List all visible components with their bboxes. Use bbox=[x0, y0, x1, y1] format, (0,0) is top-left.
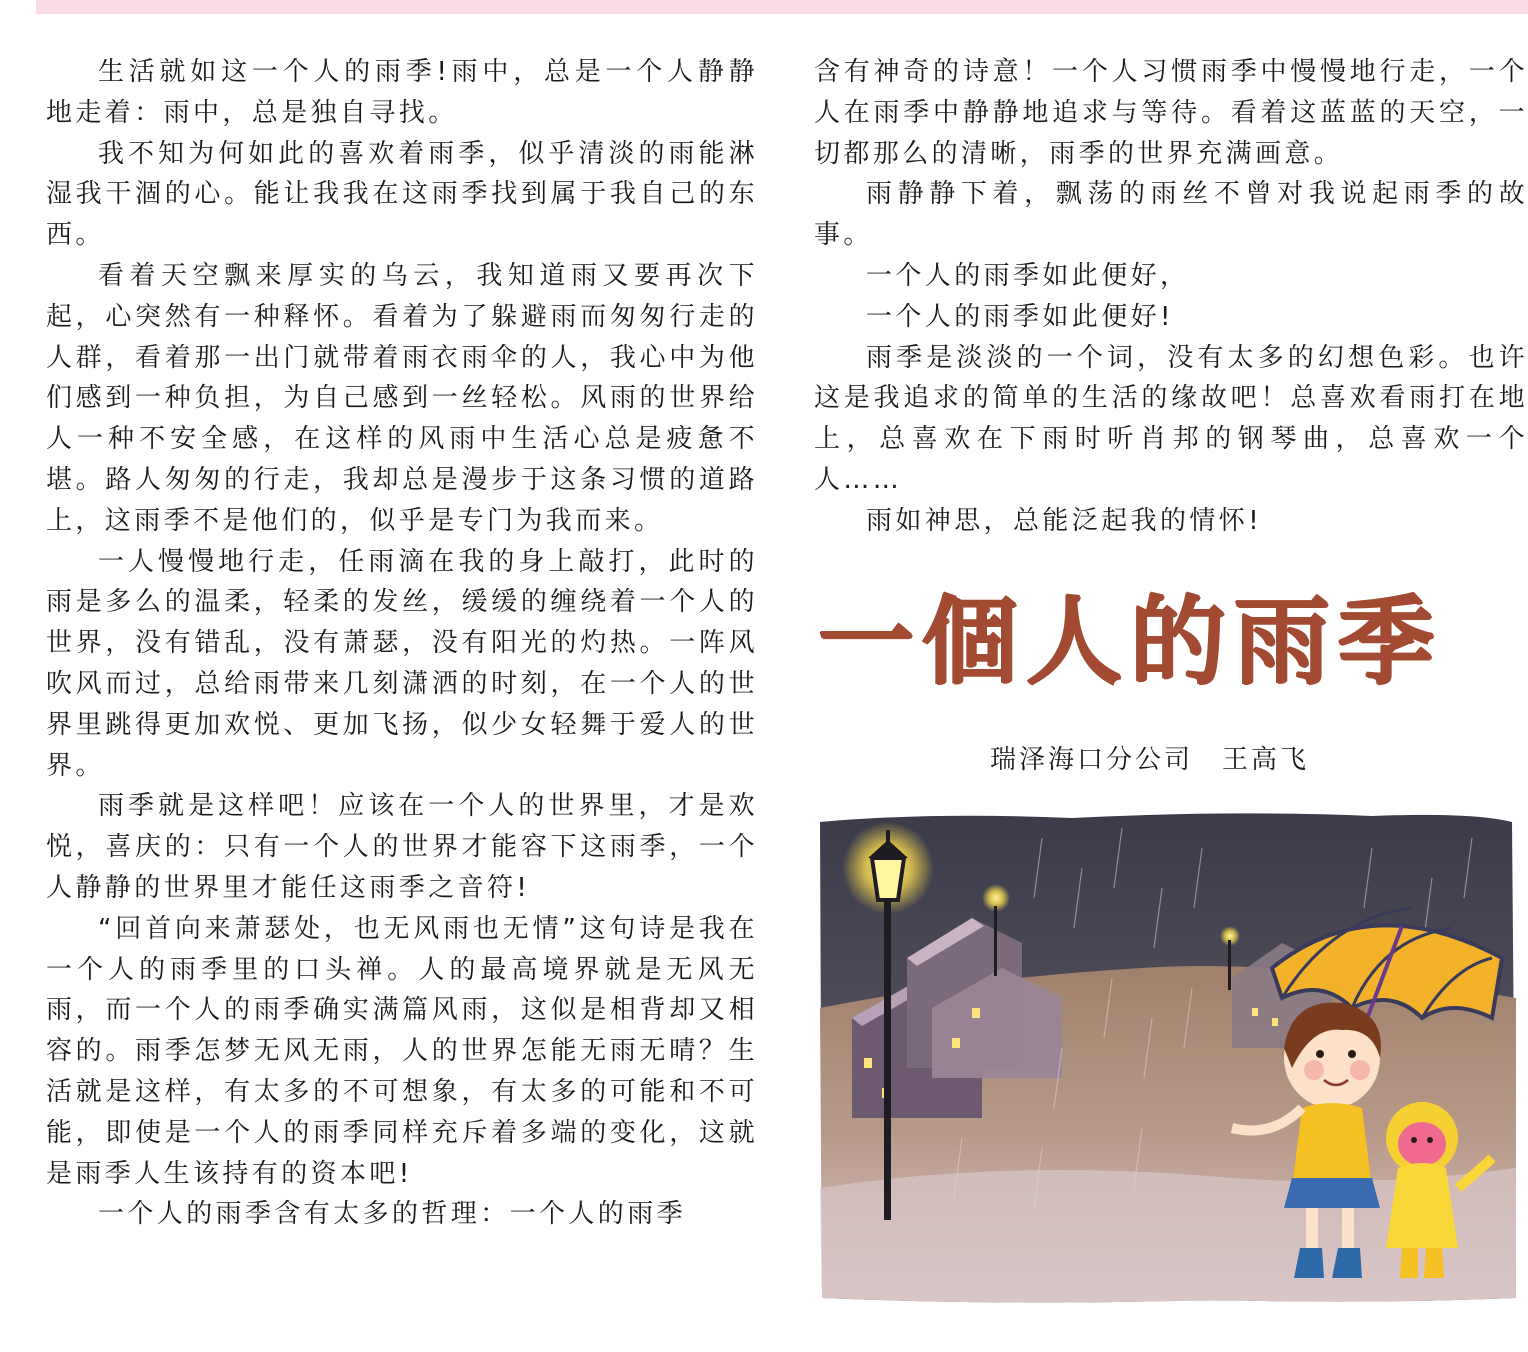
paragraph: 一个人的雨季如此便好， bbox=[866, 260, 1190, 291]
article-right-column bbox=[814, 52, 1528, 542]
rainy-night-illustration bbox=[812, 808, 1528, 1308]
paragraph: 我不知为何如此的喜欢着雨季，似乎清淡的雨能淋湿我干涸的心。能让我我在这雨季找到属于我自己的东西。 bbox=[46, 138, 758, 251]
paragraph: 雨静静下着，飘荡的雨丝不曾对我说起雨季的故事。 bbox=[814, 179, 1528, 251]
paragraph-continued: 含有神奇的诗意！一个人习惯雨季中慢慢地行走，一个人在雨季中静静地追求与等待。看着这蓝蓝的天空，一切都那么的清晰，雨季的世界充满画意。 bbox=[814, 57, 1528, 169]
paragraph: 雨季就是这样吧！应该在一个人的世界里，才是欢悦，喜庆的：只有一个人的世界才能容下这雨季，一个人静静的世界里才能任这雨季之音符! bbox=[46, 791, 758, 903]
paragraph: 生活就如这一个人的雨季!雨中，总是一个人静静地走着：雨中，总是独自寻找。 bbox=[46, 57, 758, 128]
paragraph: 雨季是淡淡的一个词，没有太多的幻想色彩。也许这是我追求的简单的生活的缘故吧！总喜欢看雨打在地上，总喜欢在下雨时听肖邦的钢琴曲，总喜欢一个人…… bbox=[814, 342, 1528, 495]
top-decorative-band bbox=[36, 0, 1528, 14]
illustration-image bbox=[812, 808, 1528, 1308]
paragraph: 看着天空飘来厚实的乌云，我知道雨又要再次下起，心突然有一种释怀。看着为了躲避雨而匆匆行走的人群，看着那一出门就带着雨衣雨伞的人，我心中为他们感到一种负担，为自己感到一丝轻松。风雨的世界给人一种不安全感，在这样的风雨中生活心总是疲惫不堪。路人匆匆的行走，我却总是漫步于这条习惯的道路上，这雨季不是他们的，似乎是专门为我而来。 bbox=[46, 260, 758, 536]
article-title: 一個人的雨季 bbox=[818, 586, 1442, 698]
paragraph: 一个人的雨季含有太多的哲理：一个人的雨季 bbox=[98, 1199, 687, 1230]
article-byline: 瑞泽海口分公司 王高飞 bbox=[990, 745, 1310, 775]
paragraph: 一人慢慢地行走，任雨滴在我的身上敲打，此时的雨是多么的温柔，轻柔的发丝，缓缓的缠绕着一个人的世界，没有错乱，没有萧瑟，没有阳光的灼热。一阵风吹风而过，总给雨带来几刻潇洒的时刻，在一个人的世界里跳得更加欢悦、更加飞扬，似少女轻舞于爱人的世界。 bbox=[46, 546, 758, 781]
article-left-column bbox=[46, 52, 758, 1235]
paragraph: 一个人的雨季如此便好! bbox=[866, 301, 1174, 332]
paragraph: “回首向来萧瑟处，也无风雨也无情”这句诗是我在一个人的雨季里的口头禅。人的最高境界就是无风无雨，而一个人的雨季确实满篇风雨，这似是相背却又相容的。雨季怎梦无风无雨，人的世界怎能无雨无晴？生活就是这样，有太多的不可想象，有太多的可能和不可能，即使是一个人的雨季同样充斥着多端的变化，这就是雨季人生该持有的资本吧! bbox=[46, 913, 758, 1189]
paragraph: 雨如神思，总能泛起我的情怀! bbox=[866, 505, 1263, 536]
